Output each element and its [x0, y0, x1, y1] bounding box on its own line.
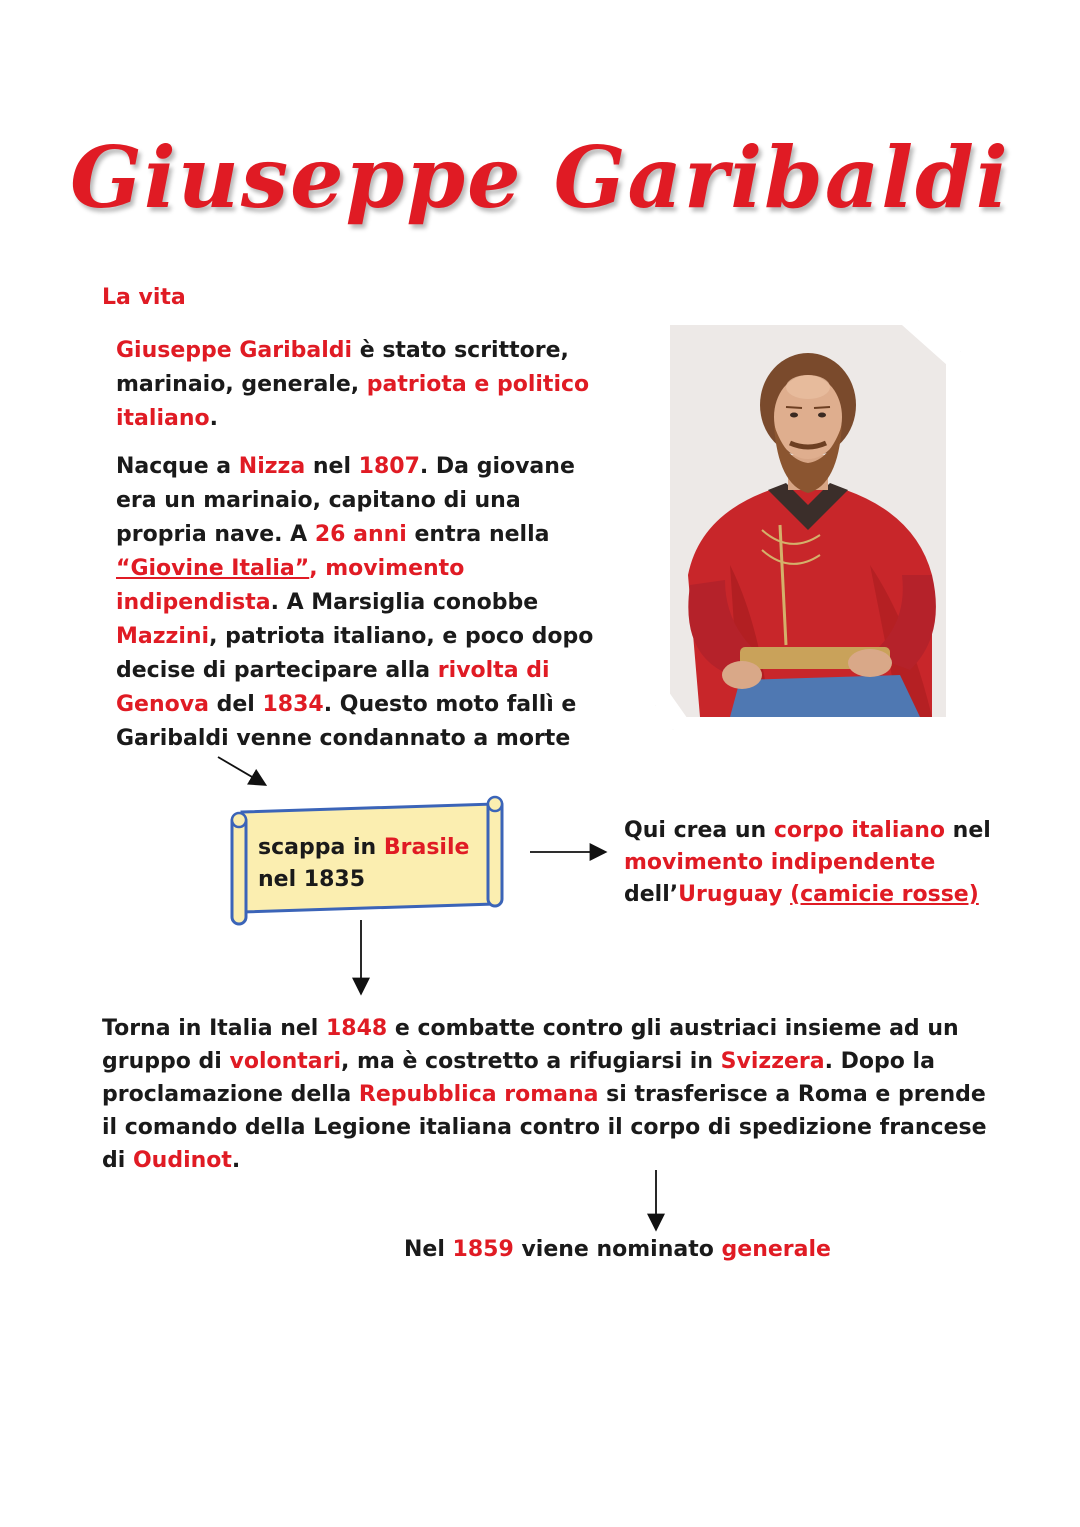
garibaldi-portrait [670, 325, 946, 717]
text-span: . Da giovane era un marinaio, capitano di una propria nave. A [116, 454, 575, 547]
highlight-name: Giuseppe Garibaldi [116, 338, 353, 363]
text-span: e combatte contro gli austriaci insieme ad un gruppo di [102, 1016, 959, 1074]
highlight-corpo: corpo italiano [773, 818, 946, 843]
text-span: , patriota italiano, e poco dopo decise di partecipare alla [116, 624, 594, 683]
highlight-roles: patriota e politico italiano [116, 372, 590, 431]
text-span: nel 1835 [258, 867, 366, 892]
text-span: . [209, 406, 218, 431]
highlight-year: 1807 [358, 454, 420, 479]
text-span: del [208, 692, 263, 717]
text-span: scappa in [258, 835, 384, 860]
highlight-svizzera: Svizzera [720, 1049, 825, 1074]
uruguay-paragraph [624, 815, 1024, 911]
return-paragraph [102, 1012, 992, 1177]
text-span: nel [945, 818, 991, 843]
text-span: nel [305, 454, 359, 479]
text-span: Qui crea un [624, 818, 774, 843]
text-span: Nacque a [116, 454, 239, 479]
highlight-generale: generale [721, 1237, 831, 1262]
text-span: dell’ [624, 882, 679, 907]
highlight-year: 1848 [326, 1016, 388, 1041]
text-span: , ma è costretto a rifugiarsi in [341, 1049, 721, 1074]
highlight-repubblica: Repubblica romana [358, 1082, 599, 1107]
text-span: . Dopo la proclamazione della [102, 1049, 935, 1107]
highlight-camicie-rosse: (camicie rosse) [790, 882, 979, 907]
page-title: Giuseppe Garibaldi [70, 128, 1010, 227]
text-span: viene nominato [513, 1237, 722, 1262]
general-paragraph [404, 1234, 831, 1266]
highlight-rivolta: rivolta di Genova [116, 658, 550, 717]
highlight-year: 1834 [262, 692, 324, 717]
highlight-giovine-italia: “Giovine Italia” [116, 556, 310, 581]
section-heading: La vita [102, 285, 186, 310]
text-span [782, 882, 790, 907]
highlight-volontari: volontari [229, 1049, 342, 1074]
intro-paragraph [116, 334, 616, 436]
highlight-brasile: Brasile [383, 835, 470, 860]
text-span: . A Marsiglia conobbe [270, 590, 539, 615]
highlight-year: 1859 [452, 1237, 514, 1262]
highlight-place: Nizza [238, 454, 306, 479]
highlight-mazzini: Mazzini [116, 624, 210, 649]
text-span: . Questo moto fallì e Garibaldi venne condannato a morte [116, 692, 577, 751]
highlight-movimento: movimento indipendente [624, 850, 936, 875]
highlight-uruguay: Uruguay [678, 882, 783, 907]
text-span: Nel [404, 1237, 453, 1262]
highlight-movement: , movimento indipendista [116, 556, 465, 615]
text-span: . [231, 1148, 241, 1173]
biography-paragraph [116, 450, 606, 756]
scroll-text [258, 832, 469, 896]
text-span: entra nella [406, 522, 550, 547]
text-span: è stato scrittore, marinaio, generale, [116, 338, 569, 397]
text-span: Torna in Italia nel [102, 1016, 326, 1041]
text-span: si trasferisce a Roma e prende il comando della Legione italiana contro il corpo di spedizione francese di [102, 1082, 987, 1173]
highlight-oudinot: Oudinot [132, 1148, 232, 1173]
highlight-age: 26 anni [314, 522, 407, 547]
